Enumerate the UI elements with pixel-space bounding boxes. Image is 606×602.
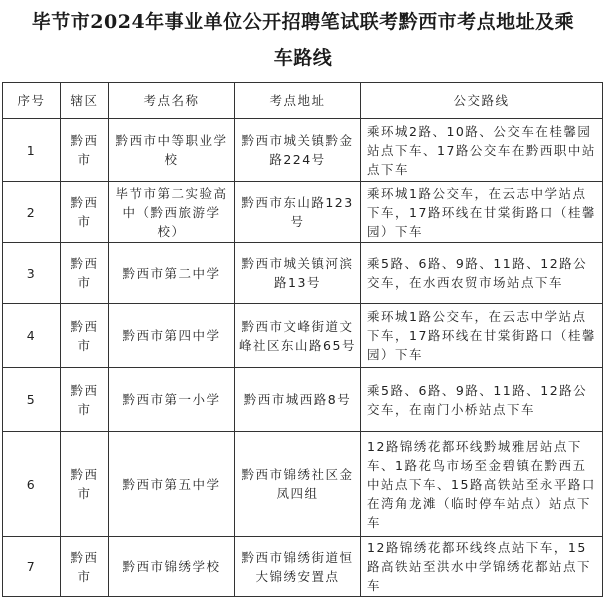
header-bus-route: 公交路线: [361, 83, 603, 119]
cell-district: 黔西市: [61, 368, 109, 432]
table-row: [3, 304, 603, 368]
cell-venue-name: 毕节市第二实验高中（黔西旅游学校）: [109, 182, 235, 243]
cell-bus-route: 乘环城2路、10路、公交车在桂馨园站点下车、17路公交车在黔西职中站点下车: [361, 119, 603, 182]
cell-index: 5: [3, 368, 61, 432]
cell-district: 黔西市: [61, 304, 109, 368]
title-line-2: 车路线: [273, 47, 333, 69]
table-row: [3, 432, 603, 537]
table-row: [3, 243, 603, 304]
cell-district: 黔西市: [61, 537, 109, 597]
cell-bus-route: 乘5路、6路、9路、11路、12路公交车，在南门小桥站点下车: [361, 368, 603, 432]
cell-bus-route: 12路锦绣花都环线终点站下车，15路高铁站至洪水中学锦绣花都站点下车: [361, 537, 603, 597]
cell-index: 7: [3, 537, 61, 597]
table-row: [3, 119, 603, 182]
cell-bus-route: 12路锦绣花都环线黔城雅居站点下车、1路花鸟市场至金碧镇在黔西五中站点下车、15路高铁站至永平路口在湾角龙滩（临时停车站点）站点下车: [361, 432, 603, 537]
cell-bus-route: 乘环城1路公交车，在云志中学站点下车，17路环线在甘棠街路口（桂馨园）下车: [361, 304, 603, 368]
exam-venue-table: [2, 82, 603, 597]
cell-bus-route: 乘环城1路公交车，在云志中学站点下车，17路环线在甘棠街路口（桂馨园）下车: [361, 182, 603, 243]
table-row: [3, 368, 603, 432]
cell-venue-name: 黔西市中等职业学校: [109, 119, 235, 182]
cell-venue-address: 黔西市锦绣社区金凤四组: [235, 432, 361, 537]
cell-venue-name: 黔西市第二中学: [109, 243, 235, 304]
cell-index: 4: [3, 304, 61, 368]
cell-district: 黔西市: [61, 243, 109, 304]
cell-venue-address: 黔西市城西路8号: [235, 368, 361, 432]
cell-venue-name: 黔西市第四中学: [109, 304, 235, 368]
header-district: 辖区: [61, 83, 109, 119]
cell-index: 2: [3, 182, 61, 243]
cell-venue-address: 黔西市锦绣街道恒大锦绣安置点: [235, 537, 361, 597]
cell-index: 3: [3, 243, 61, 304]
cell-district: 黔西市: [61, 182, 109, 243]
header-index: 序号: [3, 83, 61, 119]
cell-venue-name: 黔西市第一小学: [109, 368, 235, 432]
cell-venue-address: 黔西市文峰街道文峰社区东山路65号: [235, 304, 361, 368]
table-row: [3, 537, 603, 597]
cell-bus-route: 乘5路、6路、9路、11路、12路公交车，在水西农贸市场站点下车: [361, 243, 603, 304]
table-row: [3, 182, 603, 243]
cell-district: 黔西市: [61, 432, 109, 537]
cell-venue-address: 黔西市城关镇黔金路224号: [235, 119, 361, 182]
cell-district: 黔西市: [61, 119, 109, 182]
cell-index: 6: [3, 432, 61, 537]
cell-venue-name: 黔西市锦绣学校: [109, 537, 235, 597]
page-title: [0, 0, 606, 82]
table-header-row: [3, 83, 603, 119]
header-venue-name: 考点名称: [109, 83, 235, 119]
title-line-1: 毕节市2024年事业单位公开招聘笔试联考黔西市考点地址及乘: [31, 11, 575, 33]
cell-index: 1: [3, 119, 61, 182]
cell-venue-name: 黔西市第五中学: [109, 432, 235, 537]
cell-venue-address: 黔西市城关镇河滨路13号: [235, 243, 361, 304]
header-venue-address: 考点地址: [235, 83, 361, 119]
cell-venue-address: 黔西市东山路123号: [235, 182, 361, 243]
